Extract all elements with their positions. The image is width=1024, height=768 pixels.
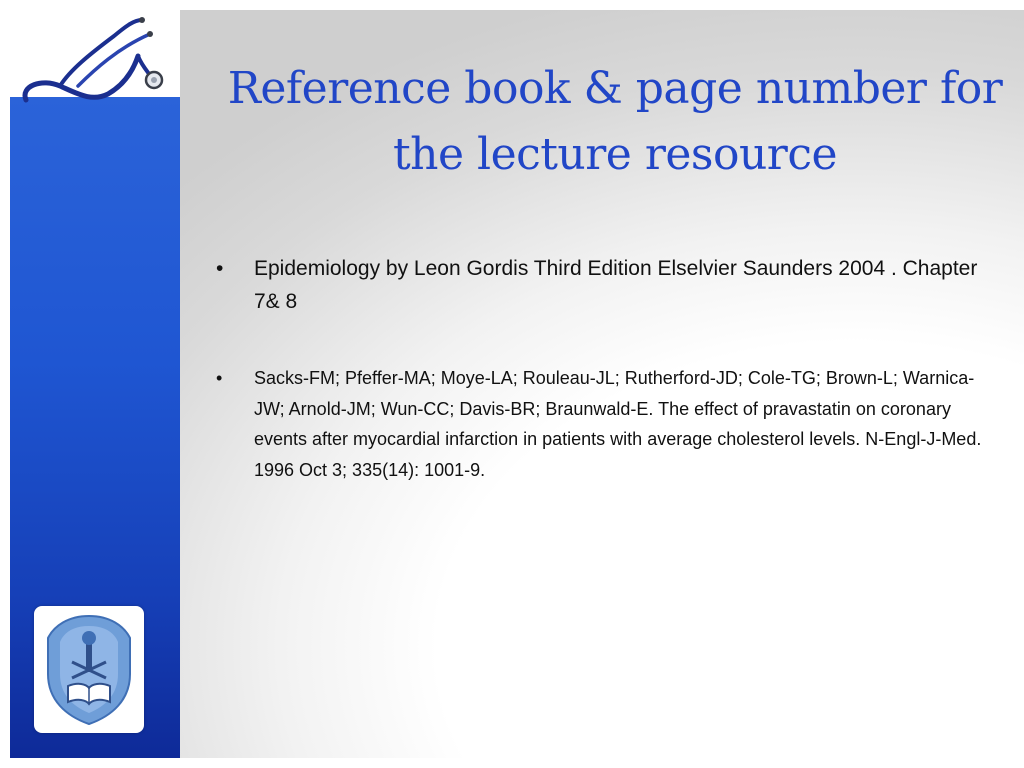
bullet-marker: • bbox=[216, 368, 223, 388]
slide-title: Reference book & page number for the lecture resource bbox=[227, 63, 1003, 180]
bullet-text: Epidemiology by Leon Gordis Third Edition Elselvier Saunders 2004 . Chapter 7& 8 bbox=[254, 257, 978, 313]
list-item bbox=[210, 252, 990, 318]
university-logo bbox=[38, 612, 140, 727]
bullet-marker: • bbox=[216, 257, 224, 280]
bullet-text: Sacks-FM; Pfeffer-MA; Moye-LA; Rouleau-JL; Rutherford-JD; Cole-TG; Brown-L; Warnica-JW; Arnold-JM; Wun-CC; Davis-BR; Braunwald-E. The effect of pravastatin on coronary events after myocardial infarction in patients with average cholesterol levels. N-Engl-J-Med. 1996 Oct 3; 335(14): 1001-9. bbox=[254, 368, 982, 480]
bullet-list bbox=[210, 252, 990, 485]
university-logo-card bbox=[34, 606, 144, 733]
stethoscope-icon bbox=[18, 12, 178, 112]
list-item bbox=[210, 363, 990, 485]
